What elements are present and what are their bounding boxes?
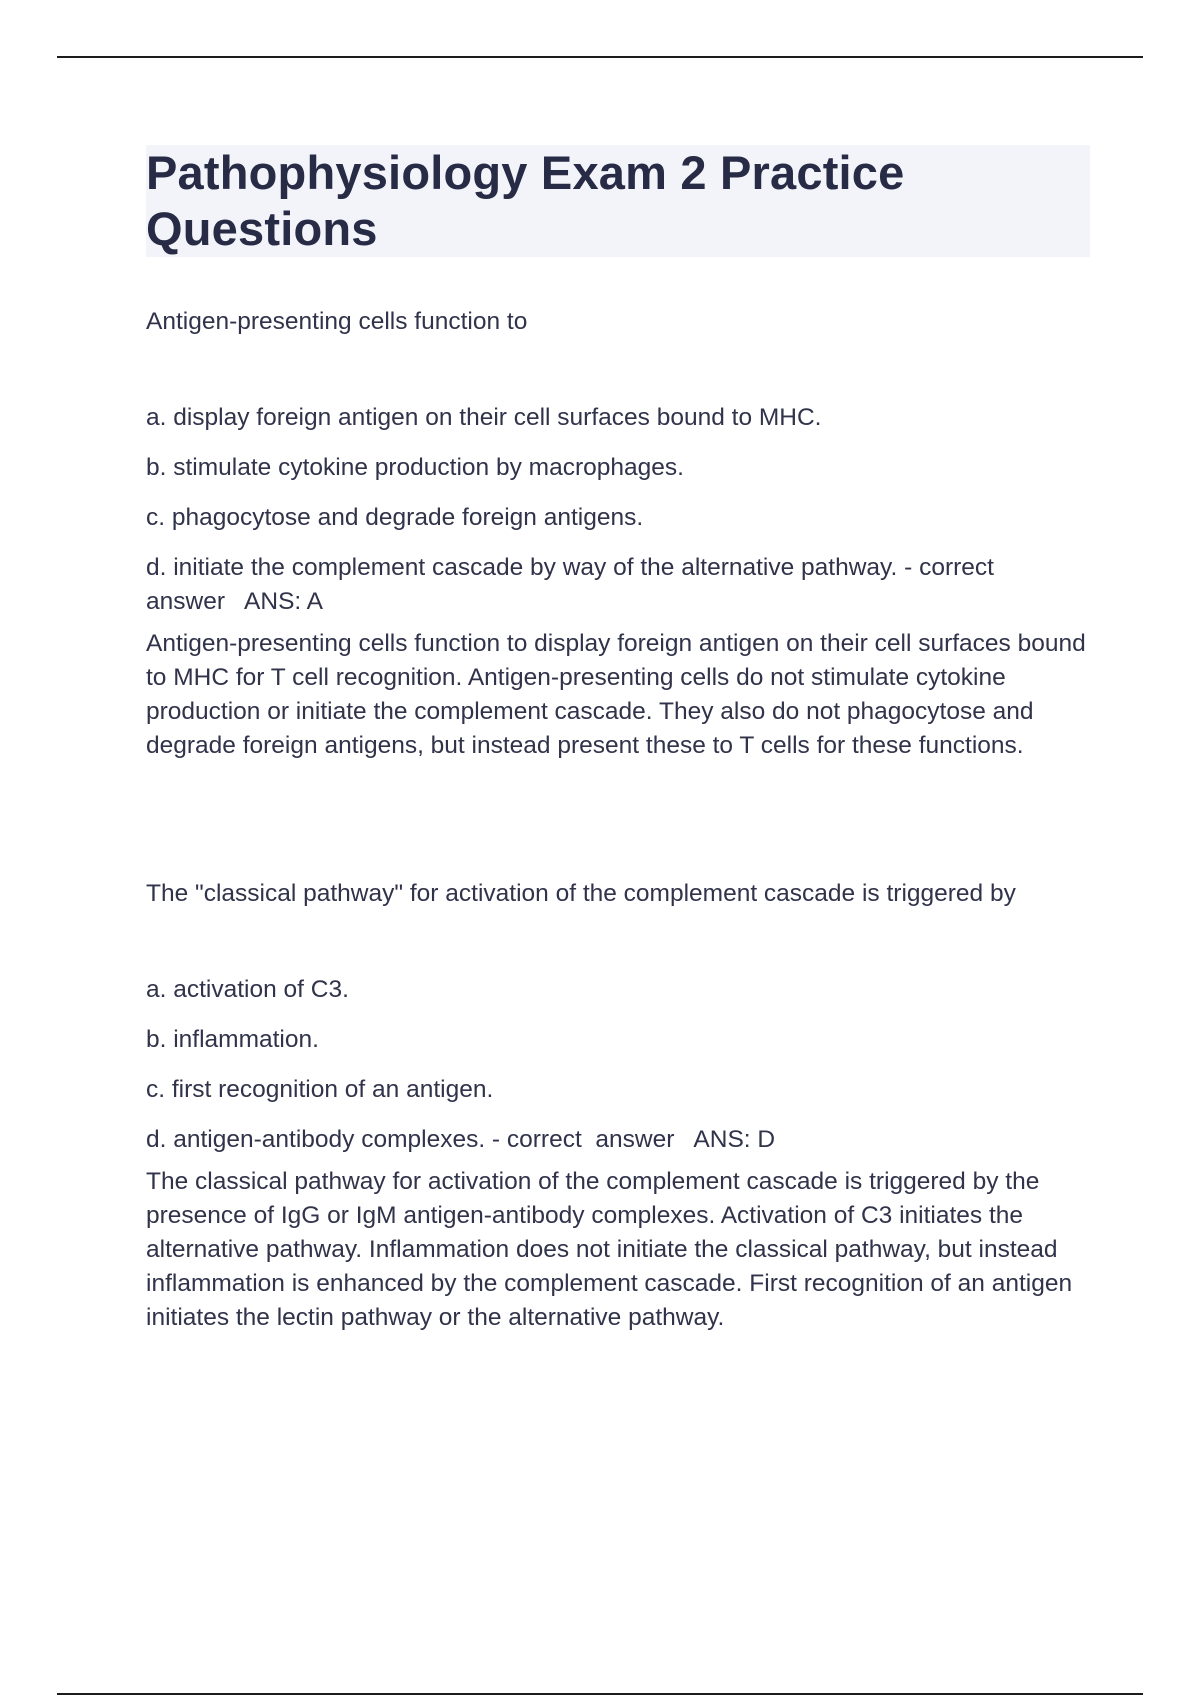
title-banner [146,145,1090,257]
answer-option: a. display foreign antigen on their cell surfaces bound to MHC. [146,404,822,431]
answer-options [146,973,1090,1157]
question-block [146,305,1090,763]
question-stem: The "classical pathway" for activation of the complement cascade is triggered by [146,880,1016,907]
answer-option: c. phagocytose and degrade foreign antigens. [146,504,644,531]
answer-explanation: Antigen-presenting cells function to display foreign antigen on their cell surfaces bound to MHC for T cell recognition. Antigen-presenting cells do not stimulate cytokine production or initiate the complement cascade. They also do not phagocytose and degrade foreign antigens, but instead present these to T cells for these functions. [146,630,1086,759]
page-title: Pathophysiology Exam 2 Practice Questions [146,146,905,255]
question-block [146,877,1090,1335]
answer-option: d. initiate the complement cascade by way of the alternative pathway. - correct answer ANS: A [146,554,1008,615]
answer-option: d. antigen-antibody complexes. - correct answer ANS: D [146,1126,776,1153]
top-rule [57,56,1143,58]
answer-options [146,401,1090,619]
answer-option: c. first recognition of an antigen. [146,1076,494,1103]
answer-option: b. stimulate cytokine production by macrophages. [146,454,684,481]
bottom-rule [57,1693,1143,1695]
question-stem: Antigen-presenting cells function to [146,308,528,335]
answer-explanation: The classical pathway for activation of the complement cascade is triggered by the presence of IgG or IgM antigen-antibody complexes. Activation of C3 initiates the alternative pathway. Inflammation does not initiate the classical pathway, but instead inflammation is enhanced by the complement cascade. First recognition of an antigen initiates the lectin pathway or the alternative pathway. [146,1168,1073,1331]
document-body [146,145,1090,1331]
answer-option: b. inflammation. [146,1026,319,1053]
answer-option: a. activation of C3. [146,976,349,1003]
